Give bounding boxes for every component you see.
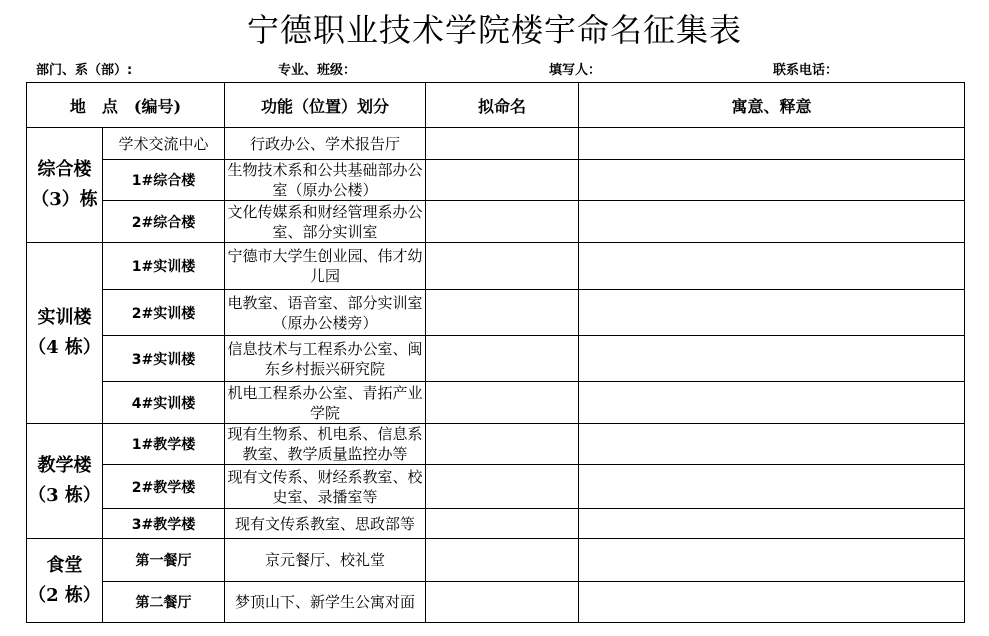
proposed-name-field[interactable] (426, 582, 579, 623)
meaning-field[interactable] (579, 160, 965, 201)
building-name: 第二餐厅 (103, 582, 225, 623)
proposed-name-field[interactable] (426, 382, 579, 424)
building-name: 2#实训楼 (103, 290, 225, 336)
header-meaning: 寓意、释意 (579, 83, 965, 128)
table-row (27, 539, 965, 582)
proposed-name-field[interactable] (426, 336, 579, 382)
building-name: 4#实训楼 (103, 382, 225, 424)
phone-label: 联系电话： (773, 63, 839, 78)
function-text: 梦顶山下、新学生公寓对面 (225, 582, 426, 623)
table-row (27, 582, 965, 623)
group-name-cell (27, 424, 103, 539)
proposed-name-field[interactable] (426, 201, 579, 243)
meaning-field[interactable] (579, 128, 965, 160)
function-text: 京元餐厅、校礼堂 (225, 539, 426, 582)
function-text: 行政办公、学术报告厅 (225, 128, 426, 160)
group-count: （4 栋） (28, 337, 101, 358)
table-row (27, 465, 965, 509)
table-row (27, 382, 965, 424)
meaning-field[interactable] (579, 465, 965, 509)
major-class-label: 专业、班级： (278, 63, 357, 78)
table-row (27, 336, 965, 382)
building-name: 3#实训楼 (103, 336, 225, 382)
function-text: 电教室、语音室、部分实训室（原办公楼旁） (225, 290, 426, 336)
group-name-cell (27, 243, 103, 424)
meaning-field[interactable] (579, 582, 965, 623)
building-name: 2#教学楼 (103, 465, 225, 509)
group-name: 综合楼 (37, 159, 92, 180)
building-name: 学术交流中心 (103, 128, 225, 160)
group-name-cell (27, 128, 103, 243)
proposed-name-field[interactable] (426, 509, 579, 539)
header-function: 功能（位置）划分 (225, 83, 426, 128)
function-text: 机电工程系办公室、青拓产业学院 (225, 382, 426, 424)
building-name: 1#实训楼 (103, 243, 225, 290)
header-row (27, 83, 965, 128)
table-row (27, 424, 965, 465)
header-proposed-name: 拟命名 (426, 83, 579, 128)
group-name-cell (27, 539, 103, 623)
function-text: 现有文传系、财经系教室、校史室、录播室等 (225, 465, 426, 509)
table-row (27, 290, 965, 336)
department-label: 部门、系（部）: (36, 63, 133, 78)
form-title: 宁德职业技术学院楼宇命名征集表 (246, 11, 742, 49)
function-text: 生物技术系和公共基础部办公室（原办公楼） (225, 160, 426, 201)
proposed-name-field[interactable] (426, 243, 579, 290)
proposed-name-field[interactable] (426, 290, 579, 336)
proposed-name-field[interactable] (426, 128, 579, 160)
meaning-field[interactable] (579, 509, 965, 539)
function-text: 文化传媒系和财经管理系办公室、部分实训室 (225, 201, 426, 243)
proposed-name-field[interactable] (426, 465, 579, 509)
group-name: 教学楼 (37, 455, 92, 476)
group-name: 食堂 (46, 554, 83, 576)
group-count: （3）栋 (31, 189, 98, 210)
function-text: 现有文传系教室、思政部等 (225, 509, 426, 539)
function-text: 宁德市大学生创业园、伟才幼儿园 (225, 243, 426, 290)
meaning-field[interactable] (579, 243, 965, 290)
table-row (27, 160, 965, 201)
meaning-field[interactable] (579, 539, 965, 582)
table-row (27, 243, 965, 290)
meaning-field[interactable] (579, 382, 965, 424)
naming-form-table (26, 82, 965, 623)
proposed-name-field[interactable] (426, 424, 579, 465)
function-text: 信息技术与工程系办公室、闽东乡村振兴研究院 (225, 336, 426, 382)
table-row (27, 201, 965, 243)
proposed-name-field[interactable] (426, 160, 579, 201)
table-row (27, 509, 965, 539)
filler-label: 填写人： (549, 63, 602, 78)
meaning-field[interactable] (579, 201, 965, 243)
building-name: 2#综合楼 (103, 201, 225, 243)
meaning-field[interactable] (579, 290, 965, 336)
table-row (27, 128, 965, 160)
proposed-name-field[interactable] (426, 539, 579, 582)
header-location: 地 点 (编号) (27, 83, 225, 128)
meaning-field[interactable] (579, 336, 965, 382)
function-text: 现有生物系、机电系、信息系教室、教学质量监控办等 (225, 424, 426, 465)
meaning-field[interactable] (579, 424, 965, 465)
group-name: 实训楼 (37, 307, 92, 328)
building-name: 1#教学楼 (103, 424, 225, 465)
group-count: （3 栋） (28, 485, 101, 506)
building-name: 第一餐厅 (103, 539, 225, 582)
building-name: 3#教学楼 (103, 509, 225, 539)
group-count: （2 栋） (28, 584, 101, 606)
building-name: 1#综合楼 (103, 160, 225, 201)
